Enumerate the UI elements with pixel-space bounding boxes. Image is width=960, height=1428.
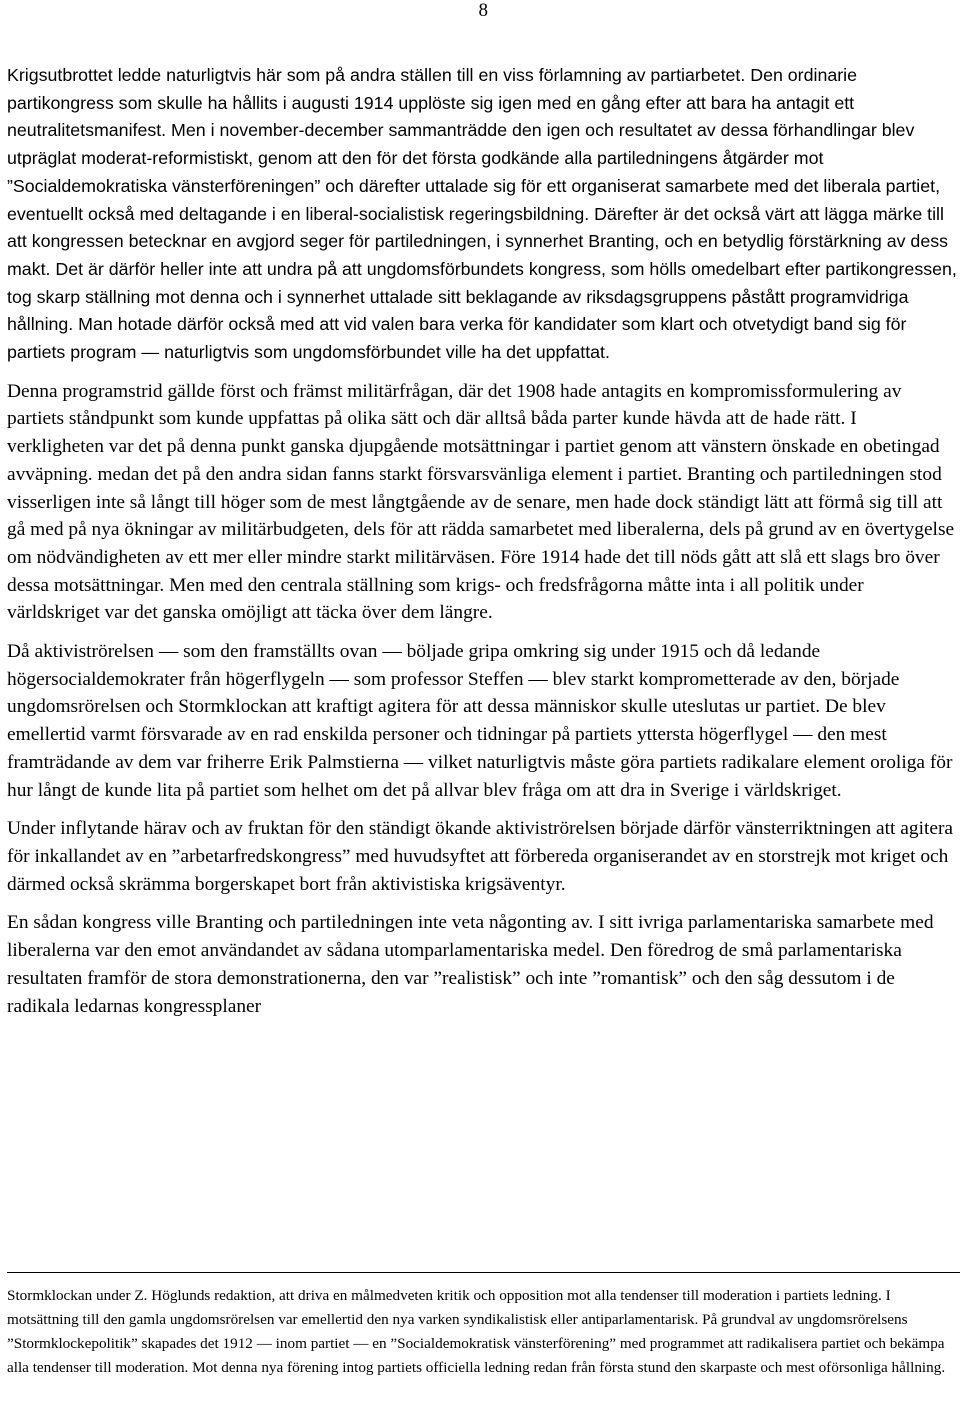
paragraph: Krigsutbrottet ledde naturligtvis här som på andra ställen till en viss förlamning av partiarbetet. Den ordinarie partikongress som skulle ha hållits i augusti 1914 upplöste sig igen med en gång efter att bara ha antagit ett neutralitetsmanifest. Men i november-december sammanträdde den igen och resultatet av dessa förhandlingar blev utpräglat moderat-reformistiskt, genom att den för det första godkände alla partiledningens åtgärder mot ”Socialdemokratiska vänsterföreningen” och därefter uttalade sig för ett organiserat samarbete med det liberala partiet, eventuellt också med deltagande i en liberal-socialistisk regeringsbildning. Därefter är det också värt att lägga märke till att kongressen betecknar en avgjord seger för partiledningen, i synnerhet Branting, och en betydlig förstärkning av dess makt. Det är därför heller inte att undra på att ungdomsförbundets kongress, som hölls omedelbart efter partikongressen, tog skarp ställning mot denna och i synnerhet uttalade sitt beklagande av riksdagsgruppens påstått programvidriga hållning. Man hotade därför också med att vid valen bara verka för kandidater som klart och otvetydigt band sig för partiets program — naturligtvis som ungdomsförbundet ville ha det uppfattat. [7, 65, 957, 363]
page-number: 8 [478, 0, 488, 21]
footnote: Stormklockan under Z. Höglunds redaktion, att driva en målmedveten kritik och opposition mot alla tendenser till moderation i partiets ledning. I motsättning till den gamla ungdomsrörelsen var emellertid den nya varken syndikalistisk eller antiparlamentarisk. På grundval av ungdomsrörelsens ”Stormklockepolitik” skapades det 1912 — inom partiet — en ”Socialdemokratisk vänsterförening” med programmet att radikalisera partiet och bekämpa alla tendenser till moderation. Mot denna nya förening intog partiets officiella ledning redan från första stund den skarpaste och mest oförsonliga hållning. [7, 1287, 946, 1376]
footnote-divider [7, 1272, 960, 1273]
body-text [7, 62, 958, 1031]
paragraph: Denna programstrid gällde först och främst militärfrågan, där det 1908 hade antagits en kompromissformulering av partiets ståndpunkt som kunde uppfattas på olika sätt och där alltså båda parter kunde hävda att de hade rätt. I verkligheten var det på denna punkt ganska djupgående motsättningar i partiet genom att vänstern önskade en obetingad avväpning. medan det på den andra sidan fanns starkt försvarsvänliga element i partiet. Branting och partiledningen stod visserligen inte så långt till höger som de mest långtgående av de senare, men hade dock ständigt lätt att förmå sig till att gå med på nya ökningar av militärbudgeten, dels för att rädda samarbetet med liberalerna, dels på grund av en övertygelse om nödvändigheten av ett mer eller mindre starkt militärväsen. Före 1914 hade det till nöds gått att slå ett slags bro över dessa motsättningar. Men med den centrala ställning som krigs- och fredsfrågorna måtte inta i all politik under världskriget var det ganska omöjligt att täcka över dem längre. [7, 380, 955, 624]
paragraph: Då aktiviströrelsen — som den framställts ovan — böljade gripa omkring sig under 1915 och då ledande högersocialdemokrater från högerflygeln — som professor Steffen — blev starkt komprometterade av den, började ungdomsrörelsen och Stormklockan att kraftigt agitera för att dessa människor skulle uteslutas ur partiet. De blev emellertid varmt försvarade av en rad enskilda personer och tidningar på partiets yttersta högerflygel — den mest framträdande av dem var friherre Erik Palmstierna — vilket naturligtvis måste göra partiets radikalare element oroliga för hur långt de kunde lita på partiet som helhet om det på allvar blev fråga om att dra in Sverige i världskriget. [7, 641, 953, 801]
paragraph: Under inflytande härav och av fruktan för den ständigt ökande aktiviströrelsen började därför vänsterriktningen att agitera för inkallandet av en ”arbetarfredskongress” med huvudsyftet att förbereda organiserandet av en storstrejk mot kriget och därmed också skrämma borgerskapet bort från aktivistiska krigsäventyr. [7, 818, 954, 895]
paragraph: En sådan kongress ville Branting och partiledningen inte veta någonting av. I sitt ivriga parlamentariska samarbete med liberalerna var den emot användandet av sådana utomparlamentariska medel. Den föredrog de små parlamentariska resultaten framför de stora demonstrationerna, den var ”realistisk” och inte ”romantisk” och den såg dessutom i de radikala ledarnas kongressplaner [7, 912, 934, 1017]
